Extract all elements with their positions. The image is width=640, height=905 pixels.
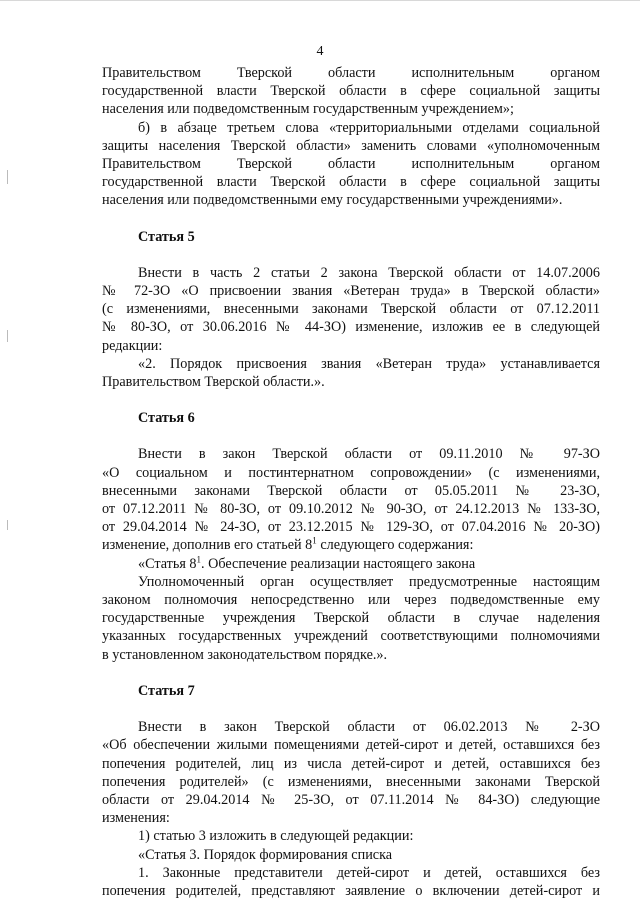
- text-line: изменения:: [102, 810, 170, 827]
- text-line: «Об обеспечении жилыми помещениями детей-сирот и детей, оставшихся без: [102, 737, 600, 754]
- text-line: Внести в закон Тверской области от 09.11.2010 № 97-ЗО: [138, 446, 600, 463]
- text-line: № 72-ЗО «О присвоении звания «Ветеран труда» в Тверской области»: [102, 283, 600, 300]
- text-line: законом полномочия непосредственно или через подведомственные ему: [102, 592, 600, 609]
- text-line: области от 29.04.2014 № 25-ЗО, от 07.11.2014 № 84-ЗО) следующие: [102, 791, 600, 808]
- text-line: населения или подведомственным государственным учреждением»;: [102, 101, 514, 118]
- article-6-heading: Статья 6: [138, 410, 195, 427]
- text-line: государственные учреждения Тверской области в случае наделения: [102, 610, 600, 627]
- text-line: населения или подведомственными ему государственными учреждениями».: [102, 192, 563, 209]
- text-line: попечения родителей, лиц из числа детей-сирот и детей, оставшихся без: [102, 755, 600, 772]
- text-line: государственной власти Тверской области в сфере социальной защиты: [102, 174, 600, 191]
- text-line: указанных государственных учреждений соответствующими полномочиями: [102, 628, 600, 645]
- text-line: защиты населения Тверской области» заменить словами «уполномоченным: [102, 137, 600, 154]
- text-line: государственной власти Тверской области в сфере социальной защиты: [102, 83, 600, 100]
- text-line: «О социальном и постинтернатном сопровождении» (с изменениями,: [102, 464, 600, 481]
- text-line: 1. Законные представители детей-сирот и детей, оставшихся без: [138, 864, 600, 881]
- text-line: № 80-ЗО, от 30.06.2016 № 44-ЗО) изменение, изложив ее в следующей: [102, 319, 600, 336]
- text-line: редакции:: [102, 337, 163, 354]
- text-line: Правительством Тверской области.».: [102, 374, 325, 391]
- text-line: попечения родителей, представляют заявление о включении детей-сирот и: [102, 882, 600, 899]
- text-line: Внести в часть 2 статьи 2 закона Тверской области от 14.07.2006: [138, 264, 600, 281]
- text-line: «Статья 3. Порядок формирования списка: [138, 846, 393, 863]
- text-line: от 07.12.2011 № 80-ЗО, от 09.10.2012 № 90-ЗО, от 24.12.2013 № 133-ЗО,: [102, 501, 600, 518]
- text-line: от 29.04.2014 № 24-ЗО, от 23.12.2015 № 129-ЗО, от 07.04.2016 № 20-ЗО): [102, 519, 600, 536]
- text-line: изменение, дополнив его статьей $8^1$ следующего содержания:: [102, 535, 474, 554]
- scan-margin-mark: [7, 330, 8, 342]
- text-line: «2. Порядок присвоения звания «Ветеран труда» устанавливается: [138, 355, 600, 372]
- scan-margin-mark: [7, 520, 8, 530]
- text-line: попечения родителей» (с изменениями, внесенными законами Тверской: [102, 773, 600, 790]
- text-line: Внести в закон Тверской области от 06.02.2013 № 2-ЗО: [138, 719, 600, 736]
- page-number: 4: [316, 44, 324, 59]
- article-7-heading: Статья 7: [138, 682, 195, 699]
- article-5-heading: Статья 5: [138, 228, 195, 245]
- text-line: Уполномоченный орган осуществляет предусмотренные настоящим: [138, 573, 600, 590]
- document-body: [102, 64, 600, 900]
- scan-edge: [0, 0, 640, 1]
- text-line: «Статья $8^1$. Обеспечение реализации настоящего закона: [138, 553, 476, 572]
- text-line: (с изменениями, внесенными законами Тверской области от 07.12.2011: [102, 301, 600, 318]
- scan-margin-mark: [7, 170, 8, 184]
- text-line: внесенными законами Тверской области от 05.05.2011 № 23-ЗО,: [102, 482, 600, 499]
- text-line: Правительством Тверской области исполнительным органом: [102, 65, 600, 81]
- text-line: 1) статью 3 изложить в следующей редакции:: [138, 828, 414, 845]
- text-line: Правительством Тверской области исполнительным органом: [102, 156, 600, 173]
- text-line: б) в абзаце третьем слова «территориальными отделами социальной: [138, 119, 600, 136]
- text-line: в установленном законодательством порядке.».: [102, 646, 388, 663]
